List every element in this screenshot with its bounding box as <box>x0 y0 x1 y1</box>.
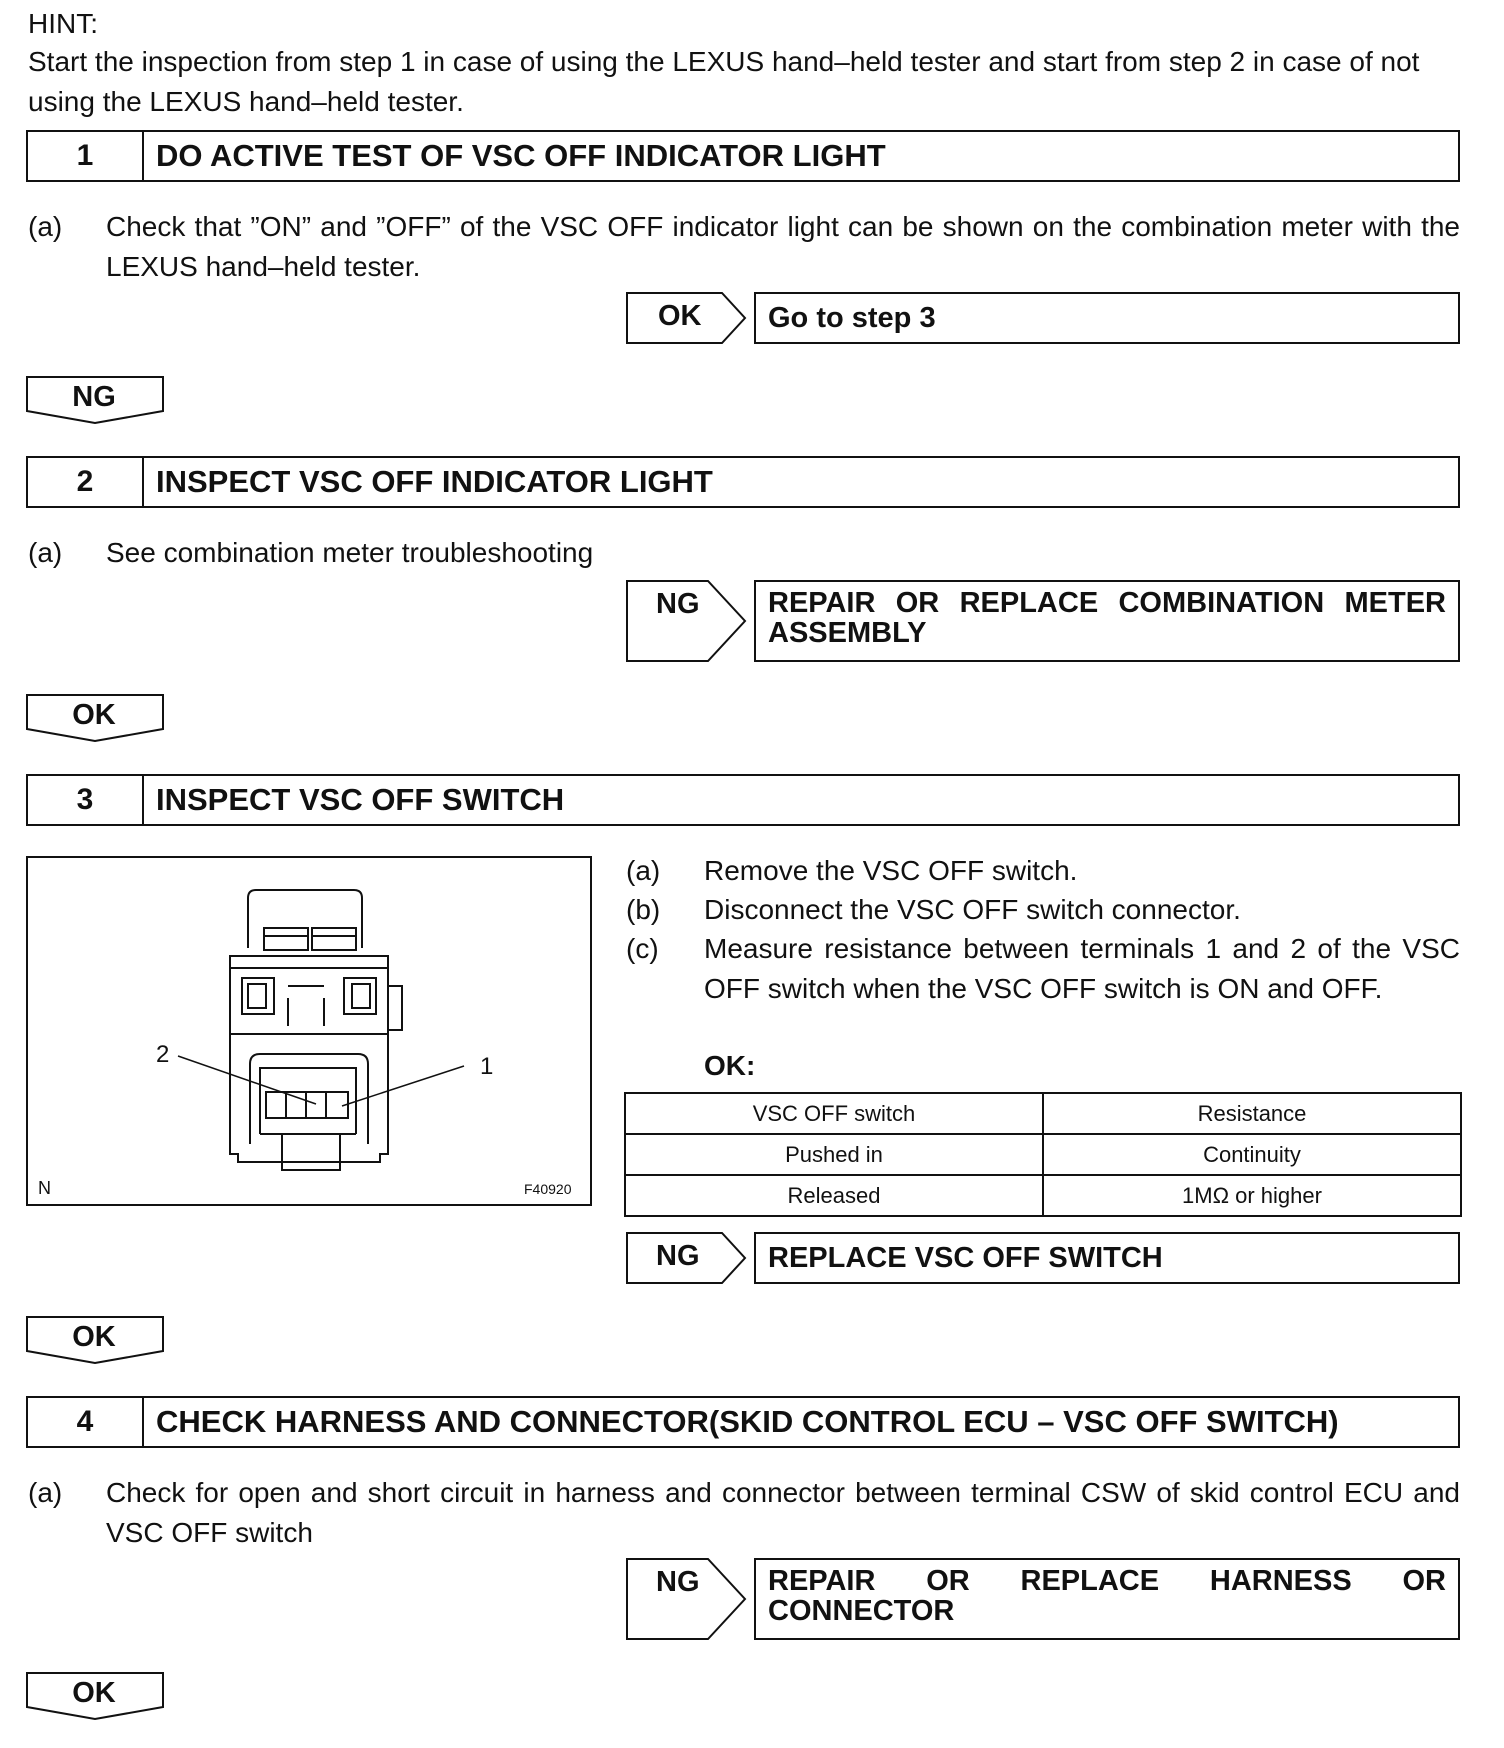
step-4-ok-continue <box>26 1672 166 1725</box>
step-3-ng-result: REPLACE VSC OFF SWITCH <box>754 1232 1460 1284</box>
vsc-off-switch-connector-illustration <box>28 858 590 1204</box>
item-text: Remove the VSC OFF switch. <box>704 855 1078 886</box>
item-label: (a) <box>28 211 63 242</box>
step-2-ok-continue <box>26 694 166 747</box>
continue-tag-label: OK <box>72 1321 116 1353</box>
item-text: Disconnect the VSC OFF switch connector. <box>704 894 1241 925</box>
step-4-item-a <box>28 1473 1460 1553</box>
item-text: Check for open and short circuit in harness and connector between terminal CSW of skid control ECU and VSC OFF switch <box>106 1477 1460 1548</box>
step-2-number: 2 <box>28 458 144 506</box>
step-1-number: 1 <box>28 132 144 180</box>
continue-tag-label: OK <box>72 699 116 731</box>
hint-heading: HINT: <box>28 8 98 39</box>
step-4-number: 4 <box>28 1398 144 1446</box>
continue-tag-label: NG <box>72 381 116 413</box>
table-cell: Released <box>625 1175 1043 1216</box>
step-3-item-a <box>626 851 1460 891</box>
item-label: (a) <box>28 537 63 568</box>
spec-label: OK: <box>704 1050 756 1081</box>
step-4-ng-result: REPAIR OR REPLACE HARNESS OR CONNECTOR <box>754 1558 1460 1640</box>
resistance-spec-table <box>624 1092 1462 1217</box>
table-header-cell: VSC OFF switch <box>625 1093 1043 1134</box>
item-label: (b) <box>626 894 661 925</box>
step-1-item-a <box>28 207 1460 287</box>
step-3-number: 3 <box>28 776 144 824</box>
step-4-ng-tag: NG <box>656 1566 700 1598</box>
table-cell: Continuity <box>1043 1134 1461 1175</box>
figure-corner-left: N <box>38 1178 51 1198</box>
connector-figure <box>26 856 592 1206</box>
item-label: (c) <box>626 933 659 964</box>
step-4-header <box>26 1396 1460 1448</box>
terminal-2-label: 2 <box>156 1041 170 1068</box>
step-3-item-c <box>626 929 1460 1049</box>
step-2-ng-tag: NG <box>656 588 700 620</box>
hint-text: Start the inspection from step 1 in case of using the LEXUS hand–held tester and start from step 2 in case of not using the LEXUS hand–held tester. <box>28 46 1420 117</box>
step-3-title: INSPECT VSC OFF SWITCH <box>156 782 565 817</box>
table-header-cell: Resistance <box>1043 1093 1461 1134</box>
item-text: Measure resistance between terminals 1 and 2 of the VSC OFF switch when the VSC OFF switch is ON and OFF. <box>704 933 1460 1004</box>
step-1-title: DO ACTIVE TEST OF VSC OFF INDICATOR LIGHT <box>156 138 886 173</box>
item-label: (a) <box>28 1477 63 1508</box>
step-3-ok-continue <box>26 1316 166 1369</box>
step-4-title: CHECK HARNESS AND CONNECTOR(SKID CONTROL ECU – VSC OFF SWITCH) <box>156 1404 1339 1439</box>
step-1-ok-result: Go to step 3 <box>754 292 1460 344</box>
step-2-item-a <box>28 533 1460 573</box>
step-2-header <box>26 456 1460 508</box>
continue-tag-label: OK <box>72 1677 116 1709</box>
table-header-row <box>625 1093 1461 1134</box>
step-3-ng-tag: NG <box>656 1240 700 1272</box>
step-1-header <box>26 130 1460 182</box>
step-2-ng-result: REPAIR OR REPLACE COMBINATION METER ASSEMBLY <box>754 580 1460 662</box>
table-row <box>625 1175 1461 1216</box>
item-text: Check that ”ON” and ”OFF” of the VSC OFF indicator light can be shown on the combination meter with the LEXUS hand–held tester. <box>106 211 1460 282</box>
table-cell: Pushed in <box>625 1134 1043 1175</box>
table-cell: 1MΩ or higher <box>1043 1175 1461 1216</box>
step-2-title: INSPECT VSC OFF INDICATOR LIGHT <box>156 464 713 499</box>
terminal-1-label: 1 <box>480 1053 494 1080</box>
step-1-ng-continue <box>26 376 166 429</box>
table-row <box>625 1134 1461 1175</box>
step-3-item-b <box>626 890 1460 930</box>
item-label: (a) <box>626 855 661 886</box>
item-text: See combination meter troubleshooting <box>106 537 594 568</box>
step-3-header <box>26 774 1460 826</box>
figure-id: F40920 <box>524 1181 572 1197</box>
step-1-ok-tag: OK <box>658 300 702 332</box>
